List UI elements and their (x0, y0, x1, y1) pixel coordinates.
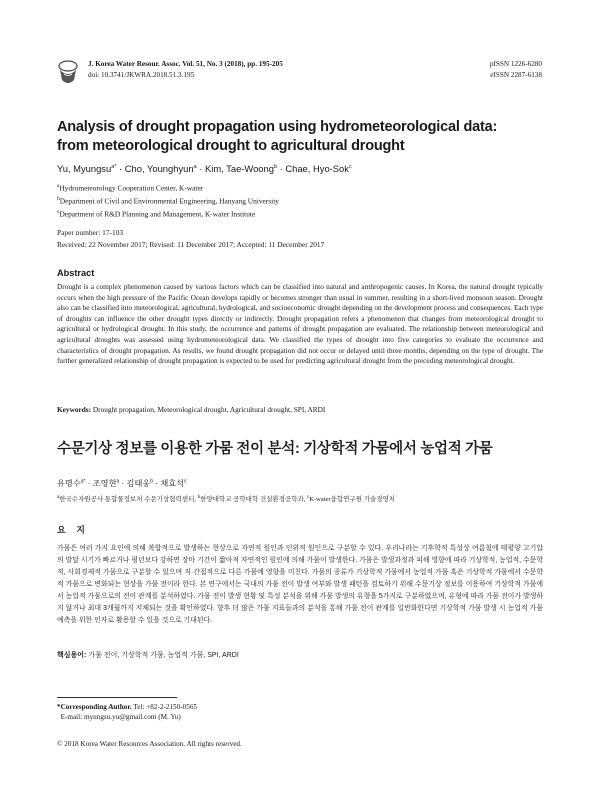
affiliation-sup: c (57, 208, 60, 215)
affiliation-sup: b (57, 195, 60, 202)
korean-keywords-line (57, 650, 239, 660)
paper-title (57, 118, 557, 156)
title-line-1: Analysis of drought propagation using hydrometeorological data: (57, 119, 498, 135)
author-name: Yu, Myungsu (57, 163, 112, 174)
korean-author-name: 조영현 (92, 479, 117, 488)
copyright-notice: © 2018 Korea Water Resources Association. All rights reserved. (57, 740, 242, 748)
affiliation-sup: b (197, 494, 201, 500)
affiliations (57, 181, 279, 220)
author-list (57, 163, 352, 174)
author-sup: b (273, 163, 278, 170)
korean-title: 수문기상 정보를 이용한 가뭄 전이 분석: 기상학적 가뭄에서 농업적 가뭄 (57, 441, 493, 457)
author-name: Chae, Hyo-Sok (285, 163, 349, 174)
eissn: eISSN 2287-6138 (490, 71, 542, 79)
author-sup: a* (80, 478, 86, 485)
corresponding-tel: Tel: +82-2-2150-0565 (131, 703, 198, 711)
journal-logo-icon (57, 60, 79, 86)
corresponding-label: *Corresponding Author. (57, 703, 132, 711)
korean-abstract-body: 가뭄은 여러 가지 요인에 의해 복합적으로 발생하는 현상으로 자연적 원인과 인위적 원인으로 구분할 수 있다. 우리나라는 기후학적 특성상 여름철에 태평양 고기압의 발달 시기가 빠르거나 평년보다 강하면 장마 기간이 짧아져 자연적인 원인에 의해 가뭄이 발생한다. 가뭄은 발생과정과 피해 영향에 따라 기상학적, 농업적, 수문학적, 사회경제적 가뭄으로 구분할 수 있으며 직·간접적으로 다른 가뭄에 영향을 미친다. 가뭄의 종류가 기상학적 가뭄에서 농업적 가뭄 혹은 기상학적 가뭄에서 수문학적 가뭄으로 변화되는 현상을 가뭄 전이라 한다. 본 연구에서는 국내의 가뭄 전이 발생 여부와 발생 패턴을 검토하기 위해 수문기상 정보를 이용하여 기상학적 가뭄에서 농업적 가뭄으로의 전이 관계를 분석하였다. 가뭄 전이 발생 현황 및 특성 분석을 위해 가뭄 발생의 유형을 5가지로 구분하였으며, 유형에 따라 가뭄 전이가 발생하지 않거나 최대 3개월까지 지체되는 것을 확인하였다. 향후 더 많은 가뭄 지표들과의 분석을 통해 가뭄 전이 관계를 일반화한다면 기상학적 가뭄 발생 시 농업적 가뭄 예측을 위한 인자로 활용할 수 있을 것으로 기대된다. (57, 545, 543, 624)
affiliation-text: Department of R&D Planning and Management, K-water Institute (59, 209, 256, 219)
korean-keywords-label: 핵심용어: (57, 652, 87, 659)
affiliation-text: Hydrometeorology Cooperation Center, K-water (59, 183, 204, 193)
corresponding-email: E-mail: myungsu.yu@gmail.com (M. Yu) (60, 713, 181, 721)
korean-author-list (57, 478, 187, 489)
footnote-rule (57, 697, 177, 698)
korean-author-name: 김태웅 (126, 479, 151, 488)
paper-dates (57, 227, 324, 251)
journal-citation (88, 59, 283, 81)
author-sup: a* (111, 163, 117, 170)
author-sup: a (116, 478, 120, 485)
author-separator: · (119, 479, 127, 488)
keywords-text: Drought propagation, Meteorological drought, Agricultural drought, SPI, ARDI (92, 405, 326, 414)
korean-affiliations (57, 494, 395, 503)
title-line-2: from meteorological drought to agricultural drought (57, 138, 405, 154)
keywords-label: Keywords: (57, 405, 92, 414)
korean-author-name: 유명수 (57, 479, 81, 488)
author-separator: · (85, 479, 93, 488)
doi-text: doi: 10.3741/JKWRA.2018.51.3.195 (88, 71, 195, 79)
korean-affiliation: 한양대학교 공학대학 건설환경공학과, (200, 496, 308, 503)
affiliation-text: Department of Civil and Environmental Engineering, Hanyang University (59, 196, 279, 206)
author-sup: c (184, 478, 187, 485)
affiliation-sup: a (57, 494, 60, 500)
affiliation (57, 194, 279, 207)
author-separator: · (116, 163, 125, 174)
received-revised-accepted: Received: 22 November 2017; Revised: 11 December 2017; Accepted: 11 December 2017 (57, 240, 325, 249)
affiliation-sup: a (57, 183, 60, 189)
korean-keywords-text: 가뭄 전이, 기상학적 가뭄, 농업적 가뭄, SPI, ARDI (86, 652, 239, 659)
abstract-heading: Abstract (57, 268, 95, 278)
affiliation-sup: c (307, 494, 310, 500)
author-name: Cho, Younghyun (124, 163, 194, 174)
author-separator: · (277, 163, 286, 174)
author-separator: · (153, 479, 161, 488)
author-sup: a (193, 163, 197, 170)
corresponding-author (57, 702, 197, 722)
journal-reference: J. Korea Water Resour. Assoc. Vol. 51, No. 3 (2018), pp. 195-205 (88, 60, 283, 68)
korean-author-name: 채효석 (160, 479, 185, 488)
affiliation (57, 207, 279, 220)
author-name: Kim, Tae-Woong (204, 163, 274, 174)
author-sup: c (348, 163, 352, 170)
author-separator: · (196, 163, 205, 174)
issn-block (490, 59, 542, 81)
affiliation (57, 181, 279, 194)
paper-number: Paper number: 17-103 (57, 228, 124, 237)
korean-affiliation: K-water융합연구원 기술경영처 (309, 496, 396, 503)
author-sup: b (150, 478, 154, 485)
keywords-line (57, 405, 543, 414)
abstract-body: Drought is a complex phenomenon caused by various factors which can be classified into natural and anthropogenic causes. In Korea, the natural drought typically occurs when the high pressure of the Pacific Ocean develops rapidly or becomes stronger than usual in summer, resulting in a short-lived monsoon season. Drought also can be classified into meteorological, agricultural, hydrological, and socioeconomic drought depending on the development process and consequences. Each type of droughts can influence the other drought types directly or indirectly. Drought propagation refers a phenomenon that changes from meteorological drought to agricultural or hydrological drought. In this study, the occurrence and patterns of drought propagation are evaluated. The relationship between meteorological and agricultural droughts was assessed using hydrometeorological data. We classified the types of drought into five categories to evaluate the occurrence and characteristics of drought propagation. As results, we found drought propagation did not occur or delayed until three months, depending on the type of drought. The further generalized relationship of drought propagation is expected to be used for predicting agricultural drought from the preceding meteorological drought. (57, 282, 543, 366)
pissn: pISSN 1226-6280 (489, 60, 542, 68)
korean-affiliation: 한국수자원공사 통합물정보처 수문기상협력센터, (59, 496, 198, 503)
korean-abstract-heading: 요 지 (57, 525, 89, 535)
